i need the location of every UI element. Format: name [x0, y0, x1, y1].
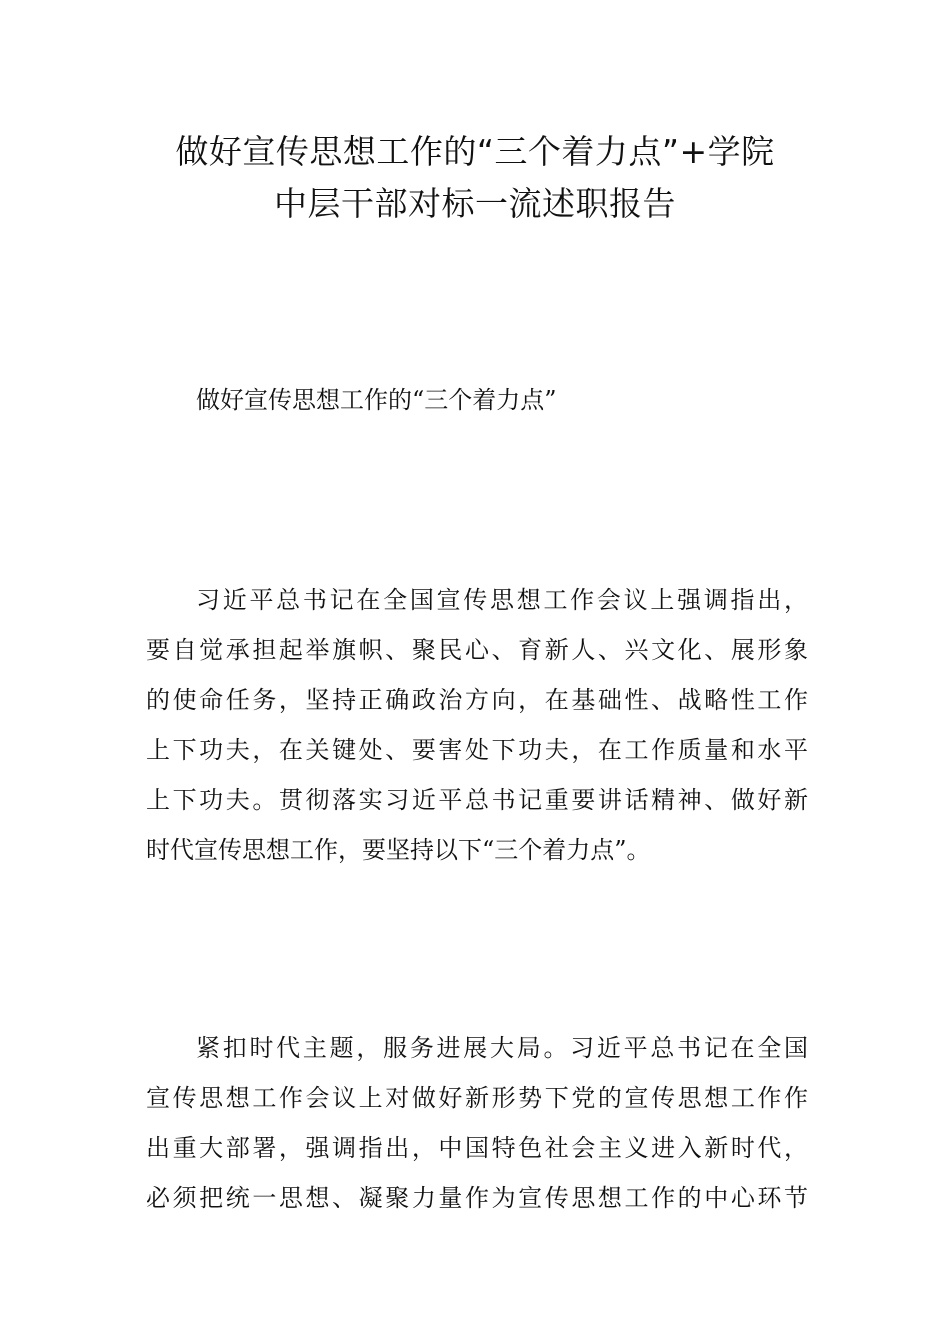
paragraph-intro: [146, 575, 808, 875]
paragraph-line: 紧扣时代主题，服务进展大局。习近平总书记在全国: [196, 1034, 808, 1062]
paragraph-line: 习近平总书记在全国宣传思想工作会议上强调指出，: [196, 586, 808, 614]
section-subheading: 做好宣传思想工作的“三个着力点”: [196, 386, 557, 414]
paragraph-line: 要自觉承担起举旗帜、聚民心、育新人、兴文化、展形象: [146, 636, 808, 664]
paragraph-line: 宣传思想工作会议上对做好新形势下党的宣传思想工作作: [146, 1084, 808, 1112]
paragraph-line: 必须把统一思想、凝聚力量作为宣传思想工作的中心环节: [146, 1184, 808, 1212]
paragraph-line: 上下功夫。贯彻落实习近平总书记重要讲话精神、做好新: [146, 786, 808, 814]
document-title-line-2: 中层干部对标一流述职报告: [274, 184, 676, 223]
paragraph-point-one: [146, 1023, 808, 1223]
paragraph-line: 上下功夫，在关键处、要害处下功夫，在工作质量和水平: [146, 736, 808, 764]
paragraph-line: 的使命任务，坚持正确政治方向，在基础性、战略性工作: [146, 686, 808, 714]
paragraph-line: 时代宣传思想工作，要坚持以下“三个着力点”。: [146, 836, 651, 864]
document-title-line-1: 做好宣传思想工作的“三个着力点”+学院: [175, 132, 775, 171]
paragraph-line: 出重大部署，强调指出，中国特色社会主义进入新时代，: [146, 1134, 808, 1162]
